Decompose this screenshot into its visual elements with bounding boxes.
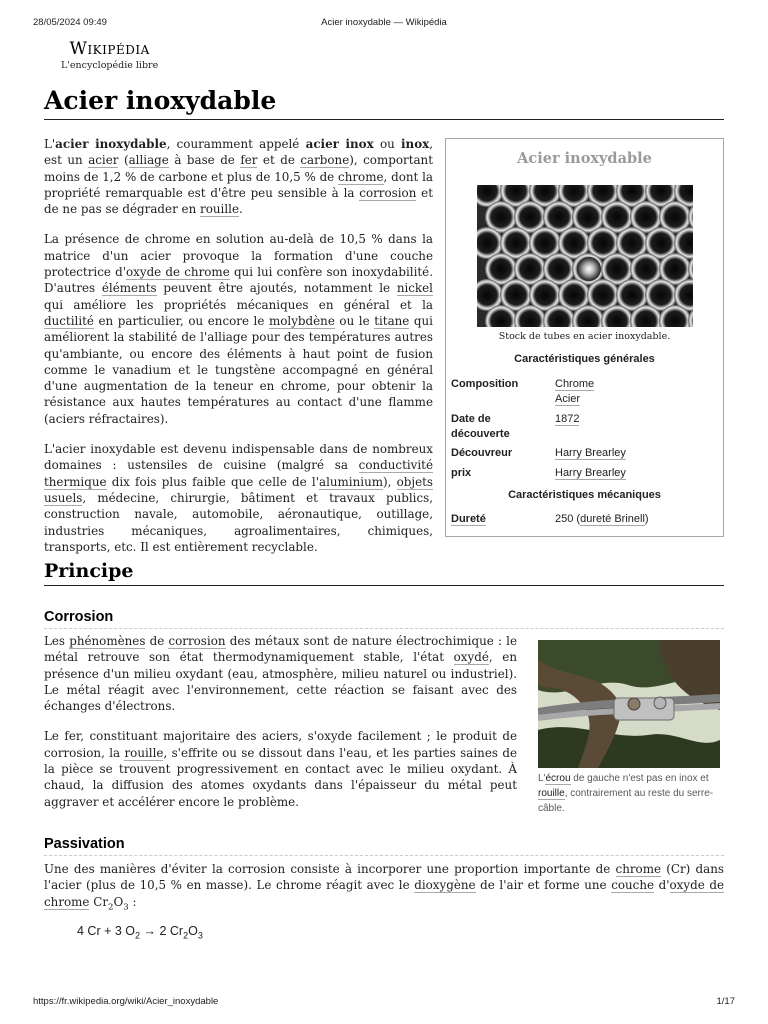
intro-paragraph-3: L'acier inoxydable est devenu indispensable dans de nombreux domaines : ustensiles de cuisine (malgré sa conductivité thermique dix fois plus faible que celle de l'aluminium), objets usuels, médecine, chirurgie, bâtiment et travaux publics, construction navale, automobile, aéronautique, outillage, industries mécaniques, agroalimentaires, chimiques, transports, etc. Il est entièrement recyclable.: [44, 442, 434, 554]
infobox-section-general: Caractéristiques générales: [514, 353, 655, 365]
link-chrome[interactable]: chrome: [338, 169, 384, 184]
link-titane[interactable]: titane: [374, 313, 410, 328]
link-nickel[interactable]: nickel: [396, 281, 433, 296]
serre-cable-illustration: [538, 640, 720, 768]
link-alliage[interactable]: alliage: [128, 153, 169, 168]
link-objets-usuels[interactable]: objets usuels: [44, 474, 434, 505]
intro-paragraph-1: L'acier inoxydable, couramment appelé acier inox ou inox, est un acier (alliage à base de fer et de carbone), comportant moins de 1,2 % de carbone et plus de 10,5 % de chrome, dont la propriété remarquable est d'être peu sensible à la corrosion et de ne pas se dégrader en rouille.: [44, 137, 433, 217]
passivation-paragraph-1: Une des manières d'éviter la corrosion consiste à incorporer une proportion importante de chrome (Cr) dans l'acier (plus de 10,5 % en masse). Le chrome réagit avec le dioxygène de l'air et forme une couche d'oxyde de chrome $Cr_2O_3$ :: [44, 862, 724, 912]
link-corrosion-2[interactable]: corrosion: [168, 634, 226, 648]
print-tab-title: Acier inoxydable — Wikipédia: [321, 17, 447, 28]
wikipedia-logo[interactable]: [61, 39, 158, 71]
link-durete[interactable]: Dureté: [451, 513, 486, 525]
link-rouille-3[interactable]: rouille: [538, 788, 565, 799]
page-title: Acier inoxydable: [44, 86, 724, 120]
link-conductivite-thermique[interactable]: conductivité thermique: [44, 458, 433, 489]
corrosion-paragraph-2: Le fer, constituant majoritaire des aciers, s'oxyde facilement ; le produit de corrosion, la rouille, s'effrite ou se dissout dans l'eau, et les parties saines de la pièce se trouvent progressivement en contact avec le milieu oxydant. À chaud, la diffusion des atomes oxydants dans l'épaisseur du métal peut aggraver et accélérer encore le problème.: [44, 729, 517, 809]
subsection-passivation-heading: Passivation: [44, 836, 724, 856]
infobox-image-caption: Stock de tubes en acier inoxydable.: [498, 331, 671, 342]
print-url: https://fr.wikipedia.org/wiki/Acier_inoxydable: [33, 996, 219, 1007]
corrosion-paragraph-1: Les phénomènes de corrosion des métaux sont de nature électrochimique : le métal retrouve son état thermodynamiquement stable, l'état oxydé, en présence d'un milieu oxydant (eau, atmosphère, milieu naturel ou industriel). Le métal réagit avec l'environnement, cette réaction se faisant avec des échanges d'électrons.: [44, 634, 517, 714]
infobox: Acier inoxydable Stock de tubes en acier inoxydable. Caractéristiques générales Composition Chrome Acier Date de découverte 1872 Découvreur Harry Brearley prix Harry Brearley Caractéristiques mécaniques Dureté 250 (dureté Brinell): [445, 138, 724, 537]
link-oxyde-de-chrome[interactable]: oxyde de chrome: [125, 265, 230, 280]
chemical-equation: 4 Cr + 3 $O_2 \to 2$ $Cr_2O_3$: [77, 924, 203, 941]
link-oxyde-de-chrome-2[interactable]: oxyde de chrome: [44, 878, 724, 909]
section-principe-heading: Principe: [44, 560, 724, 586]
thumbnail-caption: L'écrou de gauche n'est pas en inox et rouille, contrairement au reste du serre-câble.: [538, 773, 714, 814]
print-page-number: 1/17: [716, 996, 735, 1007]
intro-section: [44, 136, 433, 555]
link-oxyde[interactable]: oxydé: [453, 650, 489, 665]
corrosion-section: [44, 633, 517, 810]
link-durete-brinell[interactable]: dureté Brinell: [580, 513, 645, 525]
infobox-title: Acier inoxydable: [517, 150, 652, 167]
link-acier-infobox[interactable]: Acier: [555, 393, 581, 405]
thumbnail-serre-cable: [538, 640, 720, 816]
link-ductilite[interactable]: ductilité: [44, 313, 94, 328]
link-rouille[interactable]: rouille: [200, 202, 239, 217]
link-ecrou[interactable]: écrou: [545, 773, 571, 784]
infobox-section-mechanical: Caractéristiques mécaniques: [508, 489, 661, 501]
steel-tubes-image[interactable]: [477, 185, 693, 327]
link-rouille-2[interactable]: rouille: [124, 745, 164, 760]
subsection-corrosion-heading: Corrosion: [44, 609, 724, 629]
link-phenomenes[interactable]: phénomènes: [69, 634, 146, 648]
print-datetime: 28/05/2024 09:49: [33, 17, 107, 28]
link-aluminium[interactable]: aluminium: [318, 474, 384, 489]
logo-tagline: L'encyclopédie libre: [61, 60, 159, 71]
serre-cable-image[interactable]: [538, 640, 720, 768]
link-dioxygene[interactable]: dioxygène: [414, 878, 476, 893]
steel-tubes-illustration: [477, 185, 693, 327]
link-harry-brearley[interactable]: Harry Brearley: [555, 447, 626, 459]
link-molybdene[interactable]: molybdène: [268, 313, 335, 328]
link-chrome-infobox[interactable]: Chrome: [555, 378, 595, 390]
tube-highlight: [577, 257, 601, 281]
link-elements[interactable]: éléments: [101, 281, 157, 296]
link-1872[interactable]: 1872: [555, 413, 580, 425]
link-harry-brearley-prix[interactable]: Harry Brearley: [555, 467, 626, 479]
link-carbone[interactable]: carbone: [300, 153, 350, 168]
passivation-section: [44, 861, 724, 915]
logo-wordmark: Wikipédia: [69, 39, 150, 59]
intro-paragraph-2: La présence de chrome en solution au-delà de 10,5 % dans la matrice d'un acier provoque la formation d'une couche protectrice d'oxyde de chrome qui lui confère son inoxydabilité. D'autres éléments peuvent être ajoutés, notamment le nickel qui améliore les propriétés mécaniques en général et la ductilité en particulier, ou encore le molybdène ou le titane qui améliorent la stabilité de l'alliage pour des températures autres qu'ambiante, ou encore des éléments à haut point de fusion comme le vanadium et le tungstène accompagné en général d'une augmentation de la teneur en chrome, pour obtenir la résistance aux hautes températures au contact d'une flamme (aciers réfractaires).: [44, 232, 433, 426]
link-chrome-2[interactable]: chrome: [615, 862, 662, 876]
link-fer[interactable]: fer: [240, 153, 258, 168]
link-corrosion[interactable]: corrosion: [359, 185, 417, 200]
link-acier[interactable]: acier: [88, 153, 119, 168]
link-couche[interactable]: couche: [611, 878, 655, 893]
